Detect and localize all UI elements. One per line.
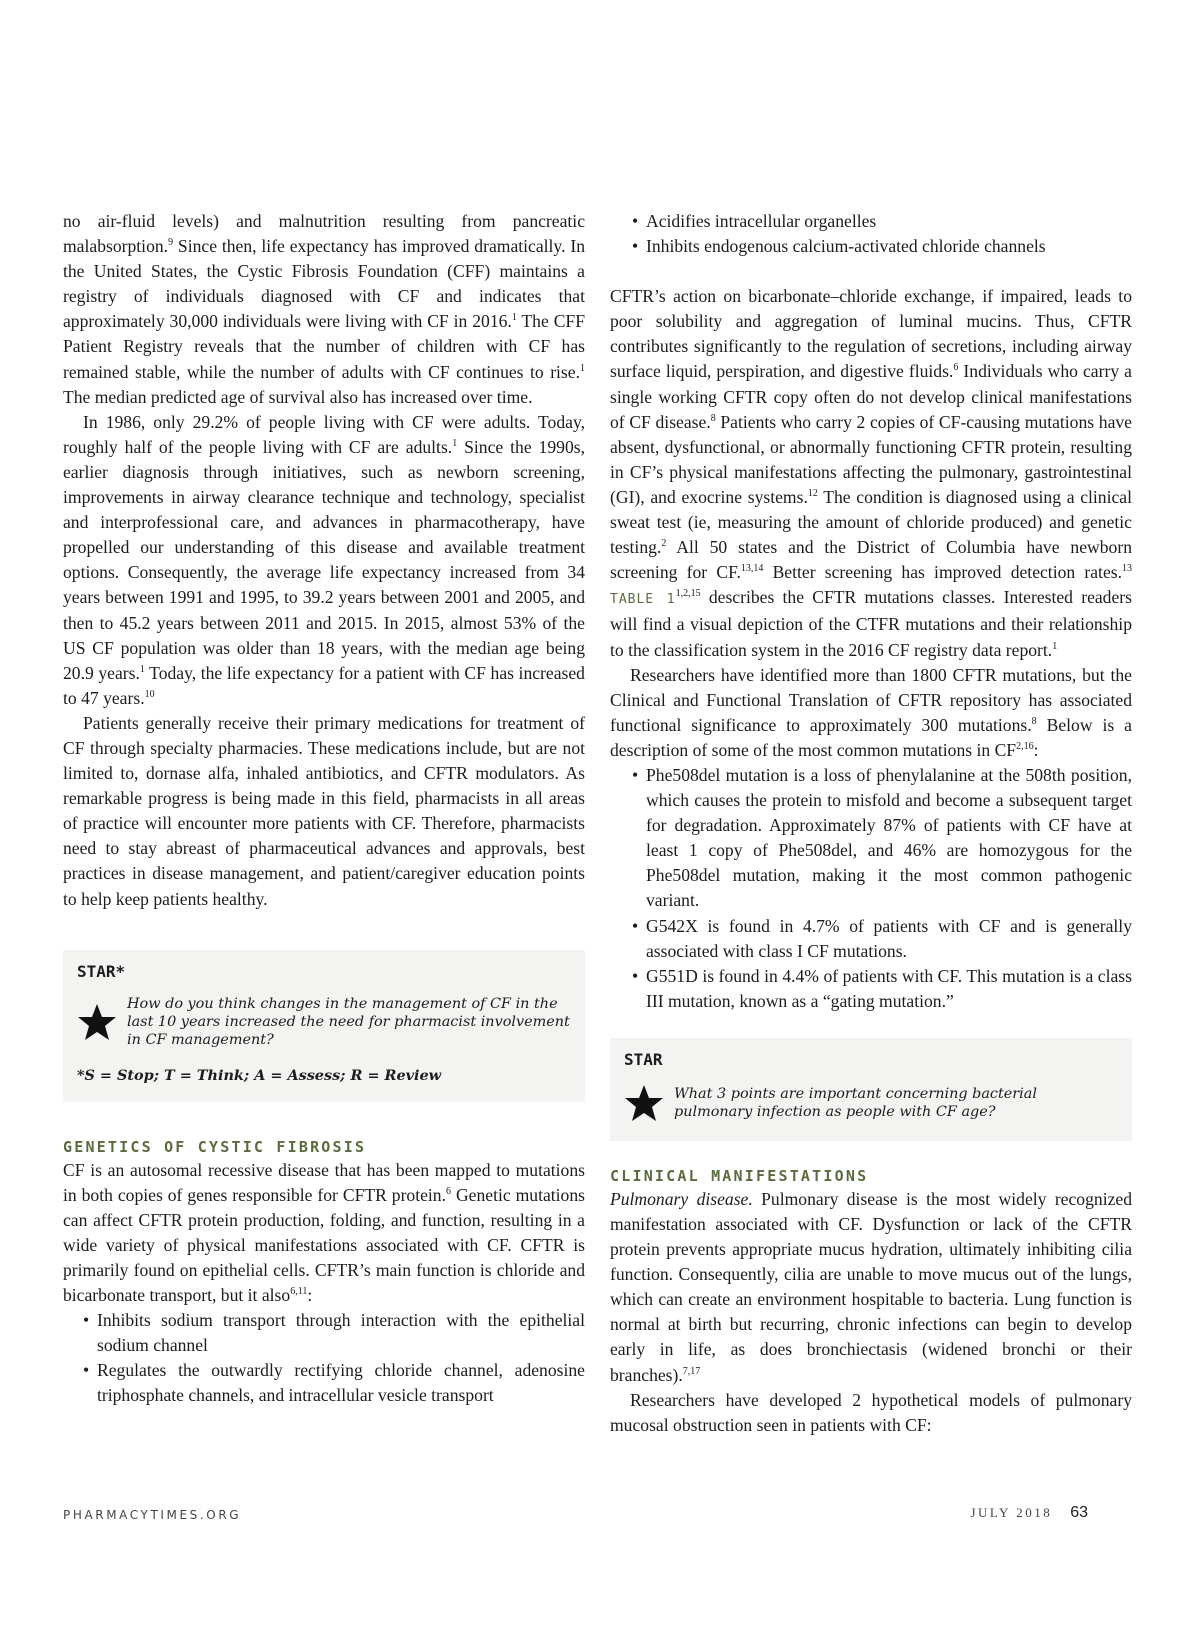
paragraph: CFTR’s action on bicarbonate–chloride exchange, if impaired, leads to poor solubility and aggregation of luminal mucins. Thus, CFTR contributes significantly to the regulation of secretions, including airway surface liquid, perspiration, and digestive fluids.$^6$ Individuals who carry a single working CFTR copy often do not develop clinical manifestations of CF disease.$^8$ Patients who carry 2 copies of CF-causing mutations have absent, dysfunctional, or abnormally functioning CFTR protein, resulting in CF’s physical manifestations affecting the pulmonary, gastrointestinal (GI), and exocrine systems.$^{12}$ The condition is diagnosed using a clinical sweat test (ie, measuring the amount of chloride produced) and genetic testing.$^2$ All 50 states and the District of Columbia have newborn screening for CF.$^{13,14}$ Better screening has improved detection rates.$^{13}$ TABLE 1$^{1,2,15}$ describes the CFTR mutations classes. Interested readers will find a visual depiction of the CTFR mutations and their relationship to the classification system in the 2016 CF registry data report.$^1$ (610, 286, 1132, 660)
star-question: What 3 points are important concerning bacterial pulmonary infection as people with CF age? (674, 1085, 1037, 1120)
list-item: • Inhibits sodium transport through interaction with the epithelial sodium channel (81, 1308, 585, 1358)
paragraph: Patients generally receive their primary medications for treatment of CF through specialty pharmacies. These medications include, but are not limited to, dornase alfa, inhaled antibiotics, and CFTR modulators. As remarkable progress is being made in this field, pharmacists in all areas of practice will encounter more patients with CF. Therefore, pharmacists need to stay abreast of pharmaceutical advances and approvals, best practices in disease management, and patient/caregiver education points to help keep patients healthy. (63, 712, 585, 909)
section-heading: GENETICS OF CYSTIC FIBROSIS (63, 1137, 367, 1156)
star-icon (624, 1083, 664, 1123)
star-icon (77, 1002, 117, 1042)
list-item: • Regulates the outwardly rectifying chloride channel, adenosine triphosphate channels, and intracellular vesicle transport (81, 1358, 585, 1408)
paragraph: no air-fluid levels) and malnutrition resulting from pancreatic malabsorption.$^9$ Since then, life expectancy has improved dramatically. In the United States, the Cystic Fibrosis Foundation (CFF) maintains a registry of individuals diagnosed with CF and indicates that approximately 30,000 individuals were living with CF in 2016.$^1$ The CFF Patient Registry reveals that the number of children with CF has remained stable, while the number of adults with CF continues to rise.$^1$ The median predicted age of survival also has increased over time. (63, 211, 585, 407)
star-callout-title: STAR* (77, 961, 126, 981)
right-column (610, 209, 1132, 1438)
paragraph: Researchers have developed 2 hypothetical models of pulmonary mucosal obstruction seen in patients with CF: (610, 1389, 1132, 1435)
list-item: • Phe508del mutation is a loss of phenylalanine at the 508th position, which causes the protein to misfold and become a subsequent target for degradation. Approximately 87% of patients with CF have at least 1 copy of Phe508del, and 46% are homozygous for the Phe508del mutation, making it the most common pathogenic variant. (630, 763, 1132, 914)
paragraph: In 1986, only 29.2% of people living with CF were adults. Today, roughly half of the people living with CF are adults.$^1$ Since the 1990s, earlier diagnosis through initiatives, such as newborn screening, improvements in airway clearance technique and technology, specialist and interprofessional care, and advances in pharmacotherapy, have propelled our understanding of this disease and available treatment options. Consequently, the average life expectancy increased from 34 years between 1991 and 1995, to 39.2 years between 2001 and 2005, and then to 45.2 years between 2011 and 2015. In 2015, almost 53% of the US CF population was older than 18 years, with the median age being 20.9 years.$^1$ Today, the life expectancy for a patient with CF has increased to 47 years.$^{10}$ (63, 411, 585, 708)
star-callout-title: STAR (624, 1049, 663, 1069)
star-callout-box (610, 1038, 1132, 1141)
bullet-list (610, 763, 1132, 1014)
list-item: • Inhibits endogenous calcium-activated chloride channels (630, 234, 1132, 259)
table-reference-link[interactable]: TABLE 1 (610, 592, 676, 608)
list-item: • G542X is found in 4.7% of patients with CF and is generally associated with class I CF mutations. (630, 914, 1132, 964)
left-column (63, 209, 585, 1409)
star-question: How do you think changes in the management of CF in the last 10 years increased the need for pharmacist involvement in CF management? (127, 995, 570, 1048)
bullet-list (63, 1308, 585, 1408)
section-heading: CLINICAL MANIFESTATIONS (610, 1166, 869, 1185)
page-number: 63 (1070, 1504, 1088, 1521)
star-callout-box (63, 950, 585, 1102)
list-item: • Acidifies intracellular organelles (630, 209, 1132, 234)
footer-date: JULY 2018 (970, 1505, 1053, 1520)
star-key: *S = Stop; T = Think; A = Assess; R = Review (77, 1066, 442, 1084)
paragraph: Pulmonary disease. Pulmonary disease is the most widely recognized manifestation associated with CF. Dysfunction or lack of the CFTR protein prevents appropriate mucus hydration, ultimately inhibiting cilia function. Consequently, cilia are unable to move mucus out of the lungs, which can create an environment hospitable to bacteria. Lung function is normal at birth but recurring, chronic infections can begin to develop early in life, as does bronchiectasis (widened bronchi or their branches).$^{7,17}$ (610, 1188, 1132, 1385)
footer-site[interactable]: PHARMACYTIMES.ORG (63, 1508, 242, 1522)
footer-right (970, 1504, 1088, 1522)
list-item: • G551D is found in 4.4% of patients with CF. This mutation is a class III mutation, known as a “gating mutation.” (630, 964, 1132, 1014)
paragraph: CF is an autosomal recessive disease that has been mapped to mutations in both copies of genes responsible for CFTR protein.$^6$ Genetic mutations can affect CFTR protein production, folding, and function, resulting in a wide variety of physical manifestations associated with CF. CFTR is primarily found on epithelial cells. CFTR’s main function is chloride and bicarbonate transport, but it also$^{6,11}$: (63, 1159, 585, 1306)
paragraph: Researchers have identified more than 1800 CFTR mutations, but the Clinical and Functional Translation of CFTR repository has associated functional significance to approximately 300 mutations.$^8$ Below is a description of some of the most common mutations in CF$^{2,16}$: (610, 664, 1132, 760)
bullet-list (610, 209, 1132, 259)
